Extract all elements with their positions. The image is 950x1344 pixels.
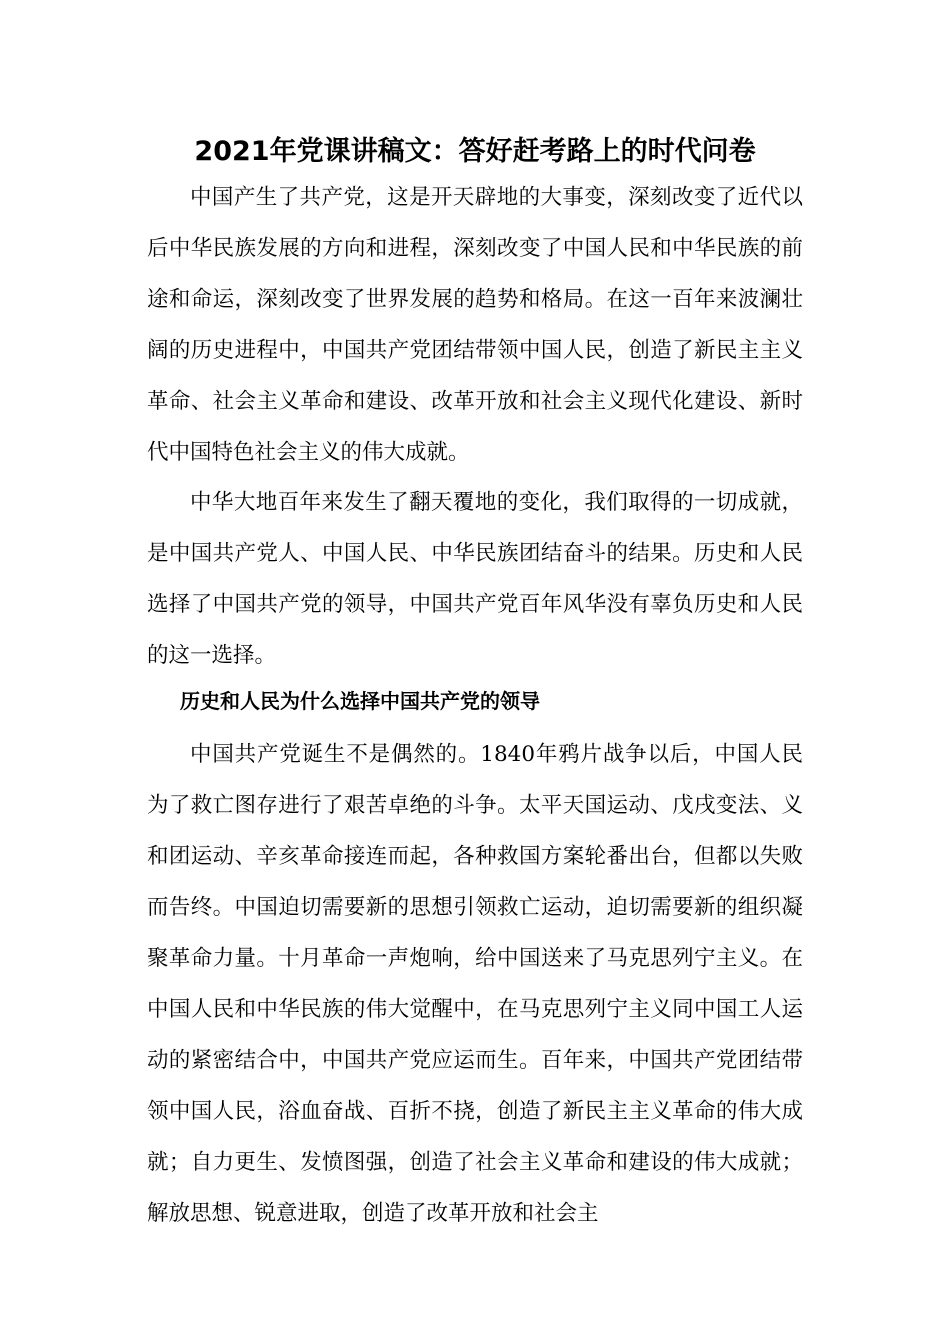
body-paragraph-2: 中华大地百年来发生了翻天覆地的变化，我们取得的一切成就，是中国共产党人、中国人民、中华民族团结奋斗的结果。历史和人民选择了中国共产党的领导，中国共产党百年风华没有辜负历史和人民的这一选择。 <box>147 490 803 668</box>
document-title: 2021年党课讲稿文：答好赶考路上的时代问卷 <box>194 136 756 167</box>
body-paragraph-1: 中国产生了共产党，这是开天辟地的大事变，深刻改变了近代以后中华民族发展的方向和进程，深刻改变了中国人民和中华民族的前途和命运，深刻改变了世界发展的趋势和格局。在这一百年来波澜壮阔的历史进程中，中国共产党团结带领中国人民，创造了新民主主义革命、社会主义革命和建设、改革开放和社会主义现代化建设、新时代中国特色社会主义的伟大成就。 <box>147 185 803 465</box>
body-paragraph-3: 中国共产党诞生不是偶然的。1840年鸦片战争以后，中国人民为了救亡图存进行了艰苦卓绝的斗争。太平天国运动、戊戌变法、义和团运动、辛亥革命接连而起，各种救国方案轮番出台，但都以失败而告终。中国迫切需要新的思想引领救亡运动，迫切需要新的组织凝聚革命力量。十月革命一声炮响，给中国送来了马克思列宁主义。在中国人民和中华民族的伟大觉醒中，在马克思列宁主义同中国工人运动的紧密结合中，中国共产党应运而生。百年来，中国共产党团结带领中国人民，浴血奋战、百折不挠，创造了新民主主义革命的伟大成就；自力更生、发愤图强，创造了社会主义革命和建设的伟大成就；解放思想、锐意进取，创造了改革开放和社会主 <box>147 742 803 1226</box>
section-heading: 历史和人民为什么选择中国共产党的领导 <box>180 689 540 713</box>
